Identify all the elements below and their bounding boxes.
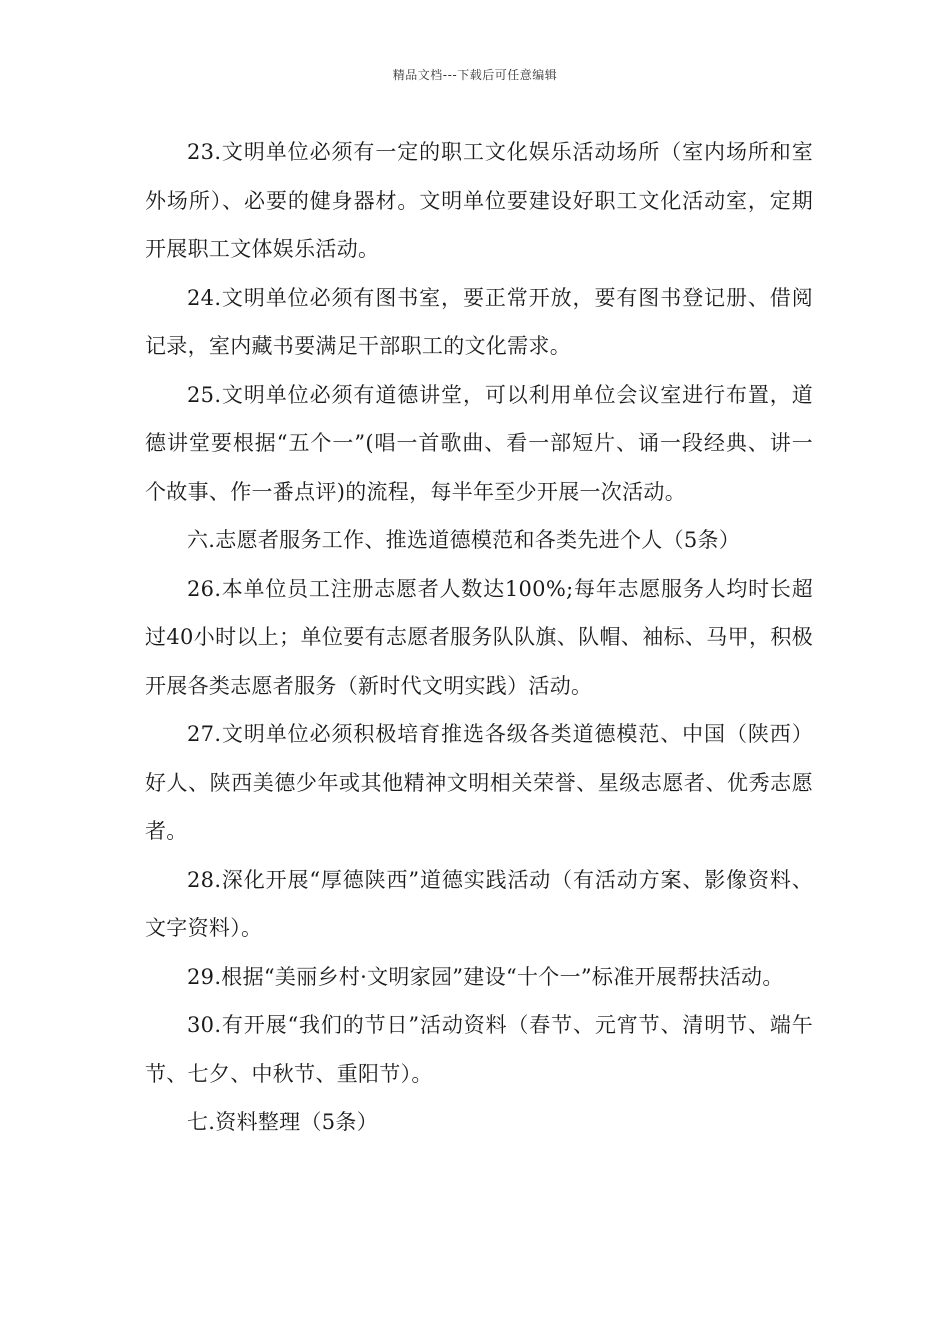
paragraph-27: 27.文明单位必须积极培育推选各级各类道德模范、中国（陕西）好人、陕西美德少年或其他精神文明相关荣誉、星级志愿者、优秀志愿者。 <box>145 722 813 843</box>
section-heading-7: 七.资料整理（5条） <box>187 1110 379 1134</box>
section-heading-6: 六.志愿者服务工作、推选道德模范和各类先进个人（5条） <box>187 528 741 552</box>
paragraph-25: 25.文明单位必须有道德讲堂，可以利用单位会议室进行布置，道德讲堂要根据“五个一”(唱一首歌曲、看一部短片、诵一段经典、讲一个故事、作一番点评)的流程，每半年至少开展一次活动。 <box>145 382 813 504</box>
document-body <box>145 128 813 1147</box>
paragraph-26: 26.本单位员工注册志愿者人数达100%;每年志愿服务人均时长超过40小时以上；单位要有志愿者服务队队旗、队帽、袖标、马甲，积极开展各类志愿者服务（新时代文明实践）活动。 <box>145 576 813 698</box>
paragraph-30: 30.有开展“我们的节日”活动资料（春节、元宵节、清明节、端午节、七夕、中秋节、重阳节）。 <box>145 1013 813 1086</box>
paragraph-28: 28.深化开展“厚德陕西”道德实践活动（有活动方案、影像资料、文字资料）。 <box>145 867 813 940</box>
paragraph-29: 29.根据“美丽乡村·文明家园”建设“十个一”标准开展帮扶活动。 <box>187 964 784 989</box>
paragraph-24: 24.文明单位必须有图书室，要正常开放，要有图书登记册、借阅记录，室内藏书要满足干部职工的文化需求。 <box>145 285 813 358</box>
paragraph-23: 23.文明单位必须有一定的职工文化娱乐活动场所（室内场所和室外场所）、必要的健身器材。文明单位要建设好职工文化活动室，定期开展职工文体娱乐活动。 <box>145 140 813 261</box>
page-header: 精品文档---下载后可任意编辑 <box>392 68 558 82</box>
